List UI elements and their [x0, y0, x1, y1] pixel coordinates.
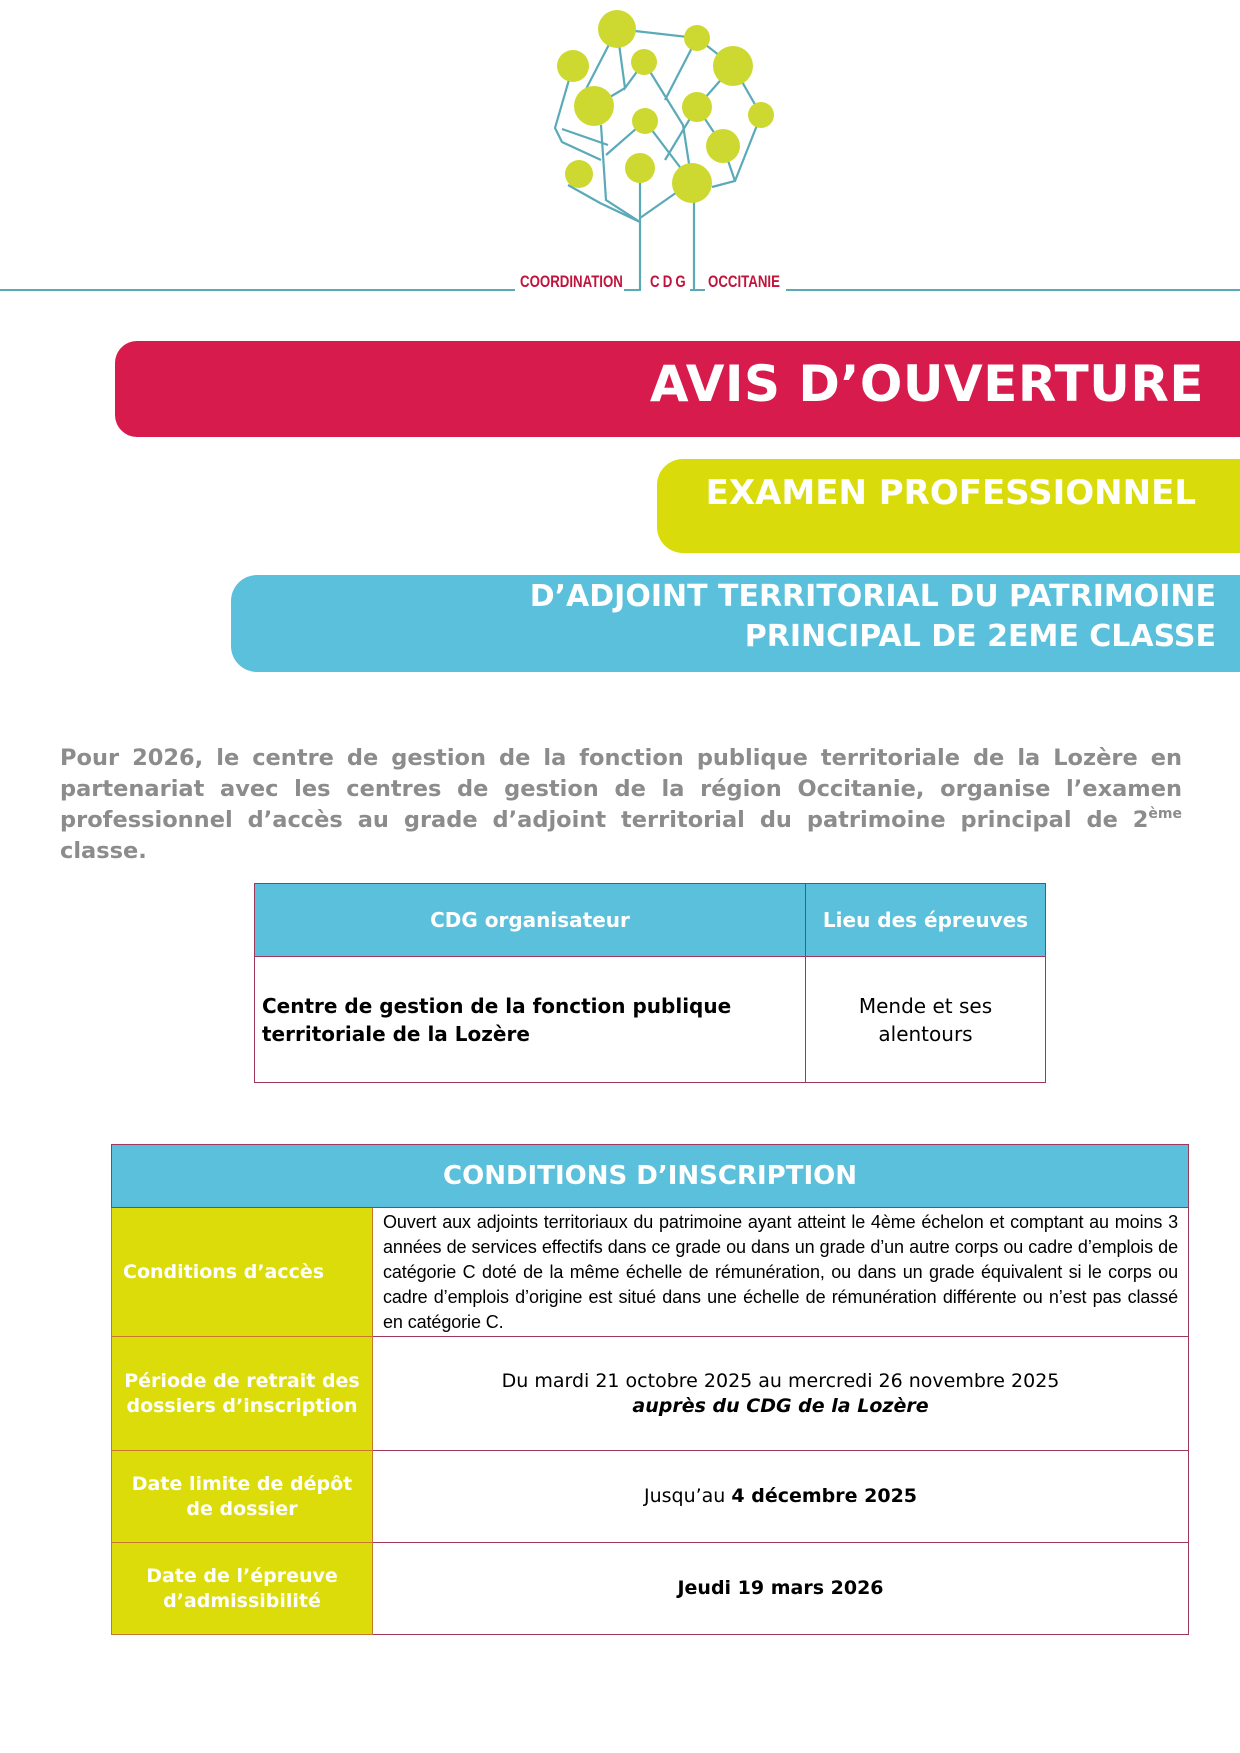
table-row: [112, 1337, 1189, 1451]
tree-leaves: [557, 10, 774, 203]
table-header-row: [255, 884, 1046, 957]
header-location: Lieu des épreuves: [806, 884, 1046, 957]
title-banner: [115, 341, 1240, 437]
intro-superscript: ème: [1148, 805, 1182, 822]
exam-date-label-text: Date de l’épreuve d’admissibilité: [146, 1564, 338, 1612]
deadline-prefix: Jusqu’au: [643, 1485, 732, 1507]
location-cell: [806, 957, 1046, 1083]
deadline-date: 4 décembre 2025: [731, 1485, 918, 1507]
row-label-exam-date: [112, 1543, 373, 1635]
location-text: Mende et ses alentours: [858, 993, 993, 1046]
table-row: [112, 1543, 1189, 1635]
withdrawal-label-text: Période de retrait des dossiers d’inscription: [124, 1369, 360, 1417]
intro-text: Pour 2026, le centre de gestion de la fonction publique territoriale de la Lozère en partenariat avec les centres de gestion de la région Occitanie, organise l’examen professionnel d’accès au grade d’adjoint territorial du patrimoine principal de 2: [60, 744, 1182, 833]
grade-line-2: PRINCIPAL DE 2EME CLASSE: [744, 619, 1216, 654]
row-value-withdrawal: [373, 1337, 1189, 1451]
organizer-cell: Centre de gestion de la fonction publique territoriale de la Lozère: [255, 957, 806, 1083]
row-value-exam-date: Jeudi 19 mars 2026: [373, 1543, 1189, 1635]
row-label-deadline: [112, 1451, 373, 1543]
withdrawal-place: auprès du CDG de la Lozère: [632, 1394, 929, 1417]
row-label-withdrawal: [112, 1337, 373, 1451]
cdg-occitanie-logo: [0, 0, 1240, 310]
logo-word-occitanie: OCCITANIE: [708, 272, 780, 291]
grade-line-1: D’ADJOINT TERRITORIAL DU PATRIMOINE: [529, 579, 1216, 614]
logo-word-cdg: CDG: [650, 272, 689, 291]
exam-type: EXAMEN PROFESSIONNEL: [705, 473, 1196, 513]
conditions-header-row: [112, 1145, 1189, 1208]
row-value-access: Ouvert aux adjoints territoriaux du patrimoine ayant atteint le 4ème échelon et comptant au moins 3 années de services effectifs dans ce grade ou dans un grade d’un autre corps ou cadre d’emplois de catégorie C doté de la même échelle de rémunération, ou dans un grade équivalent si le corps ou cadre d’emplois d’origine est situé dans une échelle de rémunération différente ou n’est pas classé en catégorie C.: [373, 1208, 1189, 1337]
page-title: AVIS D’OUVERTURE: [649, 355, 1204, 413]
table-row: [112, 1451, 1189, 1543]
row-label-access: Conditions d’accès: [112, 1208, 373, 1337]
header-cdg-organizer: CDG organisateur: [255, 884, 806, 957]
subtitle-banner: [657, 459, 1240, 553]
intro-text-end: classe.: [60, 837, 147, 864]
row-value-deadline: [373, 1451, 1189, 1543]
table-row: [112, 1208, 1189, 1337]
grade-banner: [231, 575, 1240, 672]
deadline-label-text: Date limite de dépôt de dossier: [131, 1472, 353, 1520]
table-row: [255, 957, 1046, 1083]
organizer-table: [254, 883, 1046, 1083]
logo-word-coordination: COORDINATION: [520, 272, 623, 291]
conditions-table: [111, 1144, 1189, 1635]
intro-paragraph: [60, 743, 1182, 867]
conditions-title: CONDITIONS D’INSCRIPTION: [112, 1145, 1189, 1208]
withdrawal-period: Du mardi 21 octobre 2025 au mercredi 26 novembre 2025: [501, 1369, 1060, 1392]
